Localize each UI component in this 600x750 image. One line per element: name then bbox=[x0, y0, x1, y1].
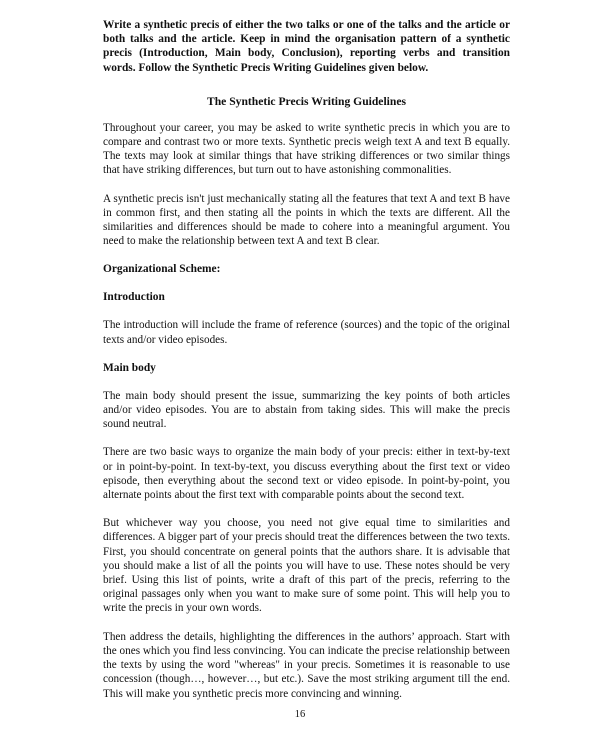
main-body-paragraph-3: But whichever way you choose, you need not give equal time to similarities and differences. A bigger part of your precis should treat the differences between the two texts. First, you should concentrate on general points that the authors share. It is advisable that you should make a list of all the points you will have to use. These notes should be very brief. Using this list of points, write a draft of this part of the precis, referring to the original passages only when you want to make sure of some point. This will help you to write the precis in your own words. bbox=[103, 517, 510, 615]
introduction-heading: Introduction bbox=[103, 291, 165, 304]
guidelines-title: The Synthetic Precis Writing Guidelines bbox=[206, 94, 407, 108]
task-instruction: Write a synthetic precis of either the two talks or one of the talks and the article or both talks and the article. Keep in mind the organisation pattern of a synthetic precis (Introduction, Main body, Conclusion), reporting verbs and transition words. Follow the Synthetic Precis Writing Guidelines given below. bbox=[103, 19, 510, 74]
main-body-heading: Main body bbox=[103, 361, 156, 374]
introduction-paragraph: The introduction will include the frame of reference (sources) and the topic of the original texts and/or video episodes. bbox=[103, 319, 510, 346]
organizational-scheme-heading: Organizational Scheme: bbox=[103, 263, 221, 276]
main-body-paragraph-4: Then address the details, highlighting the differences in the authors’ approach. Start with the ones which you find less convincing. You can indicate the precise relationship between the texts by using the word "whereas" in your precis. Sometimes it is reasonable to use concession (though…, however…, but etc.). Save the most striking argument till the end. This will make you synthetic precis more convincing and winning. bbox=[103, 630, 510, 700]
main-body-paragraph-2: There are two basic ways to organize the main body of your precis: either in text-by-text or in point-by-point. In text-by-text, you discuss everything about the first text or video episode, then everything about the second text or video episode. In point-by-point, you alternate points about the first text with comparable points about the second text. bbox=[103, 446, 510, 502]
page-number: 16 bbox=[294, 709, 306, 720]
main-body-paragraph-1: The main body should present the issue, summarizing the key points of both articles and/or video episodes. You are to abstain from taking sides. This will make the precis sound neutral. bbox=[103, 389, 510, 431]
intro-paragraph-2: A synthetic precis isn't just mechanically stating all the features that text A and text B have in common first, and then stating all the points in which the texts are different. All the similarities and differences should be made to cohere into a meaningful argument. You need to make the relationship between text A and text B clear. bbox=[103, 192, 510, 248]
intro-paragraph-1: Throughout your career, you may be asked to write synthetic precis in which you are to compare and contrast two or more texts. Synthetic precis weigh text A and text B equally. The texts may look at similar things that have striking differences or two similar things that have striking differences, but turn out to have astonishing commonalities. bbox=[103, 121, 510, 177]
